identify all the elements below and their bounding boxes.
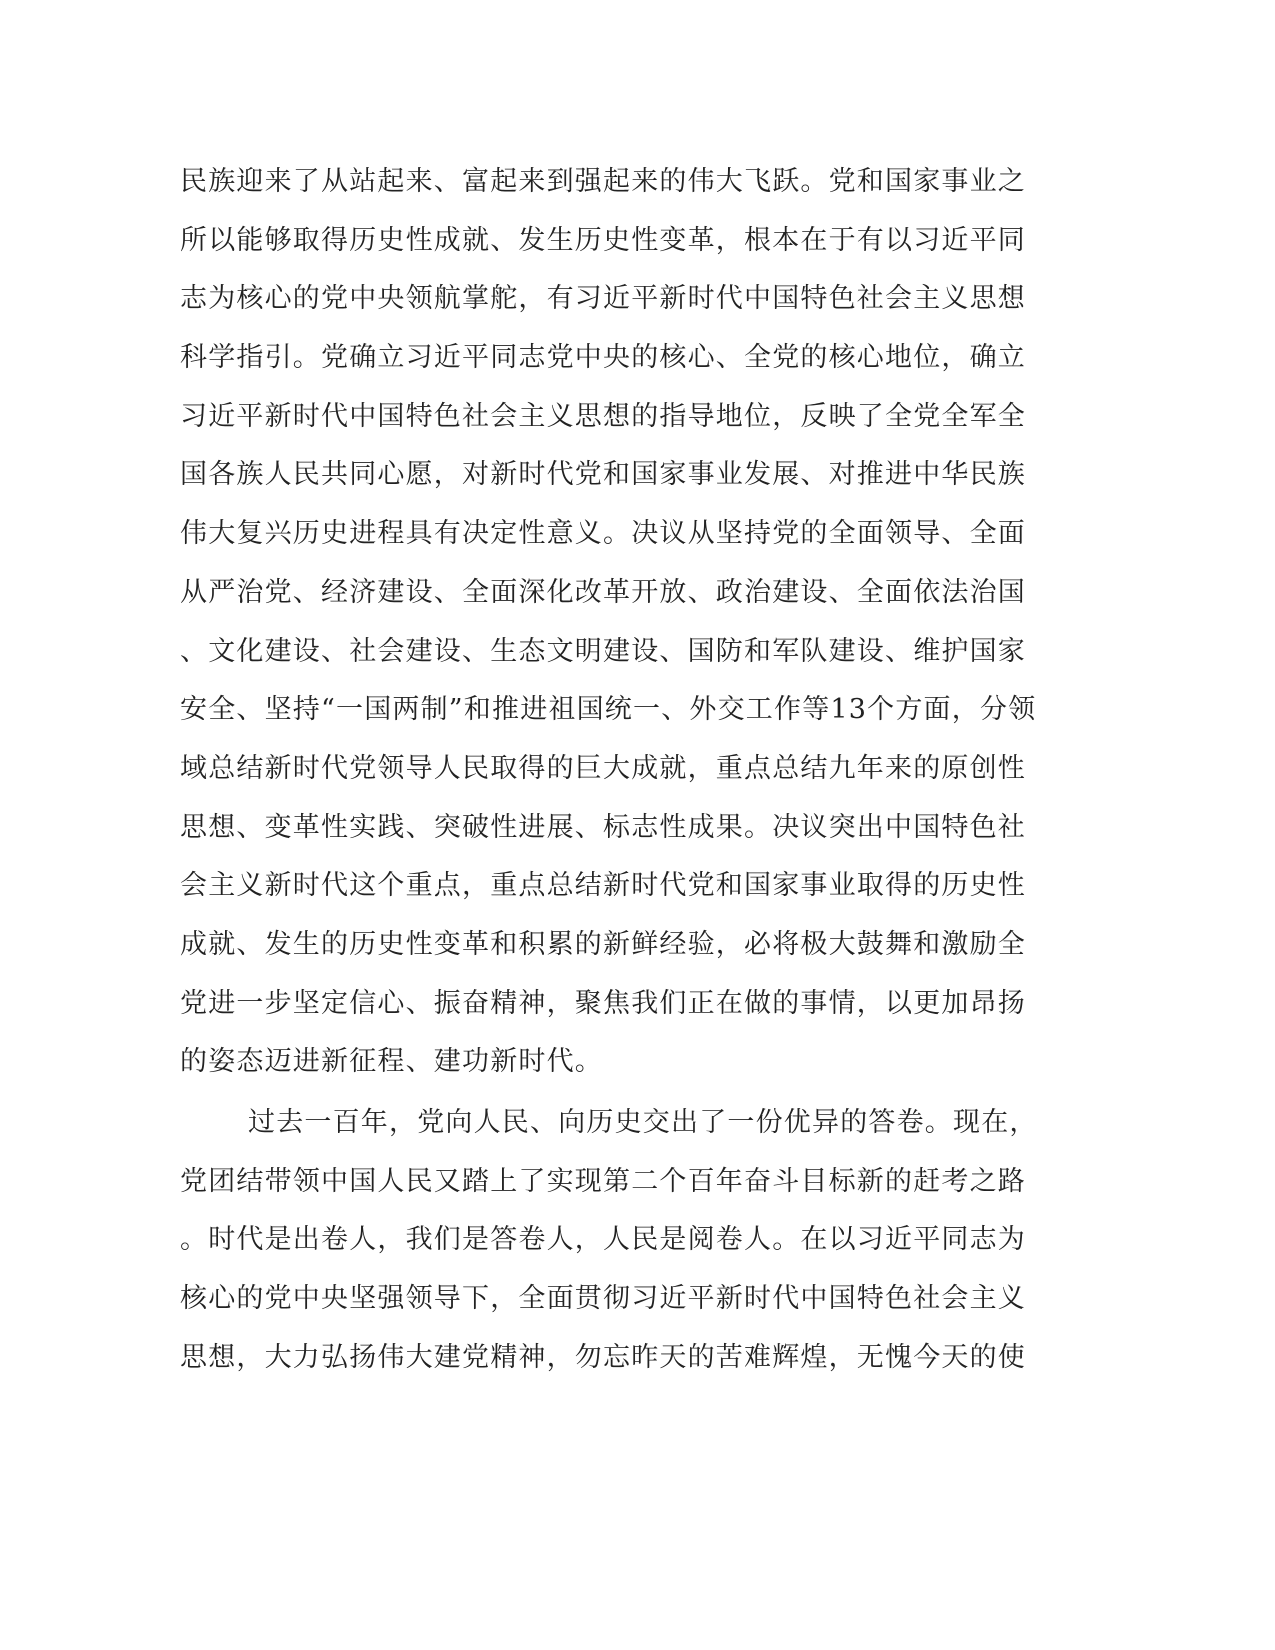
paragraph-line: 从严治党、经济建设、全面深化改革开放、政治建设、全面依法治国 <box>180 576 1026 608</box>
paragraph-line: 习近平新时代中国特色社会主义思想的指导地位，反映了全党全军全 <box>180 400 1026 432</box>
paragraph-line: 域总结新时代党领导人民取得的巨大成就，重点总结九年来的原创性 <box>180 752 1026 784</box>
paragraph-2 <box>180 1094 1038 1387</box>
paragraph-line: 安全、坚持“一国两制”和推进祖国统一、外交工作等13个方面，分领 <box>180 694 1037 726</box>
paragraph-line: 党进一步坚定信心、振奋精神，聚焦我们正在做的事情，以更加昂扬 <box>180 987 1026 1019</box>
paragraph-line: 国各族人民共同心愿，对新时代党和国家事业发展、对推进中华民族 <box>180 459 1026 491</box>
paragraph-1 <box>180 153 1037 1092</box>
paragraph-line: 成就、发生的历史性变革和积累的新鲜经验，必将极大鼓舞和激励全 <box>180 928 1026 960</box>
paragraph-line: 过去一百年，党向人民、向历史交出了一份优异的答卷。现在， <box>248 1107 1038 1138</box>
paragraph-line: 所以能够取得历史性成就、发生历史性变革，根本在于有以习近平同 <box>180 224 1026 256</box>
paragraph-line: 思想、变革性实践、突破性进展、标志性成果。决议突出中国特色社 <box>180 811 1026 843</box>
paragraph-line: 民族迎来了从站起来、富起来到强起来的伟大飞跃。党和国家事业之 <box>180 166 1026 197</box>
paragraph-line: 的姿态迈进新征程、建功新时代。 <box>180 1046 603 1078</box>
paragraph-line: 核心的党中央坚强领导下，全面贯彻习近平新时代中国特色社会主义 <box>180 1283 1026 1315</box>
paragraph-line: 会主义新时代这个重点，重点总结新时代党和国家事业取得的历史性 <box>180 870 1026 902</box>
paragraph-line: 志为核心的党中央领航掌舵，有习近平新时代中国特色社会主义思想 <box>180 283 1026 315</box>
paragraph-line: 伟大复兴历史进程具有决定性意义。决议从坚持党的全面领导、全面 <box>180 518 1026 550</box>
paragraph-line: 科学指引。党确立习近平同志党中央的核心、全党的核心地位，确立 <box>180 342 1026 374</box>
paragraph-line: 思想，大力弘扬伟大建党精神，勿忘昨天的苦难辉煌，无愧今天的使 <box>180 1341 1026 1373</box>
paragraph-line: 党团结带领中国人民又踏上了实现第二个百年奋斗目标新的赶考之路 <box>180 1165 1026 1197</box>
paragraph-line: 、文化建设、社会建设、生态文明建设、国防和军队建设、维护国家 <box>180 635 1026 667</box>
paragraph-line: 。时代是出卷人，我们是答卷人，人民是阅卷人。在以习近平同志为 <box>180 1224 1026 1256</box>
